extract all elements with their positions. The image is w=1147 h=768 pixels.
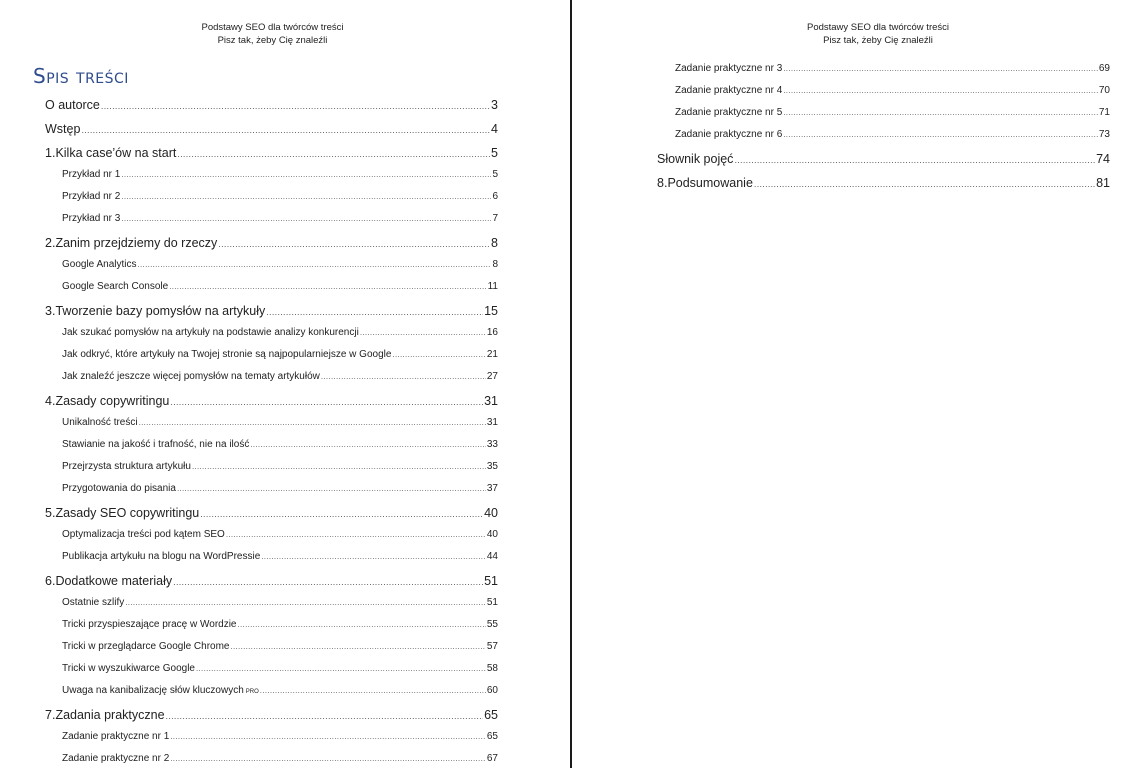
toc-entry-number: 5. xyxy=(45,506,56,520)
toc-page-number: 35 xyxy=(486,461,498,472)
toc-chapter-entry[interactable] xyxy=(45,705,498,729)
toc-section-entry[interactable] xyxy=(657,127,1110,149)
toc-page-number: 55 xyxy=(486,619,498,630)
toc-entry-label: Kilka case’ów na start xyxy=(55,146,177,160)
toc-section-entry[interactable] xyxy=(45,639,498,661)
toc-dot-leader xyxy=(139,415,486,431)
toc-page-number: 5 xyxy=(492,169,498,180)
toc-page-number: 65 xyxy=(484,708,498,722)
toc-page-number: 51 xyxy=(486,597,498,608)
toc-dot-leader xyxy=(177,481,486,497)
toc-page-number: 71 xyxy=(1098,107,1110,118)
toc-entry-label: Jak znaleźć jeszcze więcej pomysłów na tematy artykułów xyxy=(62,371,320,382)
toc-page-number: 74 xyxy=(1096,152,1110,166)
toc-entry-label: Dodatkowe materiały xyxy=(55,574,173,588)
toc-chapter-entry[interactable] xyxy=(45,391,498,415)
toc-section-entry[interactable] xyxy=(657,83,1110,105)
toc-entry-label: Zasady SEO copywritingu xyxy=(55,506,200,520)
page-header-left xyxy=(0,21,545,47)
toc-page-number: 65 xyxy=(486,731,498,742)
page-right xyxy=(573,0,1147,768)
toc-entry-label: Jak szukać pomysłów na artykuły na podstawie analizy konkurencji xyxy=(62,327,359,338)
toc-entry-number: 1. xyxy=(45,146,56,160)
toc-section-entry[interactable] xyxy=(45,549,498,571)
toc-dot-leader xyxy=(121,211,491,227)
toc-section-entry[interactable] xyxy=(45,729,498,751)
toc-entry-number: 6. xyxy=(45,574,56,588)
toc-entry-label: Zadania praktyczne xyxy=(55,708,165,722)
toc-page-number: 3 xyxy=(491,98,498,112)
toc-dot-leader xyxy=(250,437,486,453)
toc-dot-leader xyxy=(754,174,1095,194)
toc-entry-label: Przykład nr 3 xyxy=(62,213,121,224)
toc-page-number: 51 xyxy=(484,574,498,588)
toc-page-number: 57 xyxy=(486,641,498,652)
toc-chapter-entry[interactable] xyxy=(45,503,498,527)
toc-section-entry[interactable] xyxy=(45,459,498,481)
toc-chapter-entry[interactable] xyxy=(45,233,498,257)
toc-section-entry[interactable] xyxy=(45,595,498,617)
toc-page-number: 67 xyxy=(486,753,498,764)
toc-section-entry[interactable] xyxy=(45,415,498,437)
toc-section-entry[interactable] xyxy=(45,661,498,683)
page-header-right xyxy=(573,21,1147,47)
toc-page-number: 81 xyxy=(1096,176,1110,190)
toc-entry-label: Google Analytics xyxy=(62,259,137,270)
toc-dot-leader xyxy=(81,120,490,140)
toc-page-number: 31 xyxy=(484,394,498,408)
toc-section-entry[interactable] xyxy=(45,481,498,503)
toc-dot-leader xyxy=(196,661,486,677)
toc-section-entry[interactable] xyxy=(45,167,498,189)
toc-entry-label: O autorce xyxy=(45,98,100,112)
toc-entry-label: Zadanie praktyczne nr 6 xyxy=(675,129,783,140)
toc-section-entry[interactable] xyxy=(45,751,498,768)
toc-chapter-entry[interactable] xyxy=(45,143,498,167)
toc-entry-label: Zasady copywritingu xyxy=(55,394,170,408)
toc-chapter-entry[interactable] xyxy=(45,571,498,595)
toc-entry-label: Ostatnie szlify xyxy=(62,597,125,608)
toc-dot-leader xyxy=(260,683,486,699)
toc-section-entry[interactable] xyxy=(45,279,498,301)
toc-entry-label: Stawianie na jakość i trafność, nie na ilość xyxy=(62,439,250,450)
toc-entry-label: Przykład nr 2 xyxy=(62,191,121,202)
toc-section-entry[interactable] xyxy=(45,437,498,459)
toc-page-number: 31 xyxy=(486,417,498,428)
toc-chapter-entry[interactable] xyxy=(45,119,498,143)
toc-entry-label: Zadanie praktyczne nr 1 xyxy=(62,731,170,742)
toc-entry-label: Przygotowania do pisania xyxy=(62,483,176,494)
toc-section-entry[interactable] xyxy=(45,325,498,347)
toc-page-number: 6 xyxy=(492,191,498,202)
toc-entry-superscript: PRO xyxy=(245,689,259,695)
toc-entry-number: 8. xyxy=(657,176,668,190)
toc-page-number: 60 xyxy=(486,685,498,696)
toc-page-number: 58 xyxy=(486,663,498,674)
toc-dot-leader xyxy=(177,144,490,164)
toc-page-number: 16 xyxy=(486,327,498,338)
toc-page-number: 33 xyxy=(486,439,498,450)
toc-dot-leader xyxy=(170,751,486,767)
toc-dot-leader xyxy=(170,729,486,745)
toc-entry-label: Wstęp xyxy=(45,122,81,136)
toc-page-number: 7 xyxy=(492,213,498,224)
toc-section-entry[interactable] xyxy=(657,61,1110,83)
toc-page-number: 4 xyxy=(491,122,498,136)
toc-entry-label: Publikacja artykułu na blogu na WordPressie xyxy=(62,551,261,562)
toc-dot-leader xyxy=(121,167,491,183)
toc-section-entry[interactable] xyxy=(45,683,498,705)
toc-page-number: 11 xyxy=(487,281,498,292)
toc-dot-leader xyxy=(166,706,484,726)
toc-list-left xyxy=(45,95,498,768)
toc-section-entry[interactable] xyxy=(45,347,498,369)
toc-dot-leader xyxy=(230,639,485,655)
toc-page-number: 44 xyxy=(486,551,498,562)
toc-page-number: 8 xyxy=(491,236,498,250)
toc-entry-label: Słownik pojęć xyxy=(657,152,734,166)
header-title: Podstawy SEO dla twórców treści xyxy=(201,22,344,33)
toc-dot-leader xyxy=(238,617,486,633)
toc-chapter-entry[interactable] xyxy=(657,173,1110,197)
toc-entry-number: 2. xyxy=(45,236,56,250)
toc-page-number: 21 xyxy=(486,349,498,360)
toc-section-entry[interactable] xyxy=(45,527,498,549)
toc-entry-label: Tworzenie bazy pomysłów na artykuły xyxy=(55,304,266,318)
header-title: Podstawy SEO dla twórców treści xyxy=(806,22,950,33)
toc-entry-label: Zadanie praktyczne nr 3 xyxy=(675,63,783,74)
toc-entry-label: Uwaga na kanibalizację słów kluczowych xyxy=(62,685,244,696)
toc-entry-label: Podsumowanie xyxy=(667,176,753,190)
header-subtitle: Pisz tak, żeby Cię znaleźli xyxy=(217,35,328,46)
toc-section-entry[interactable] xyxy=(45,189,498,211)
toc-dot-leader xyxy=(360,325,486,341)
toc-page-number: 69 xyxy=(1098,63,1110,74)
toc-page-number: 40 xyxy=(484,506,498,520)
toc-dot-leader xyxy=(192,459,486,475)
toc-page-number: 37 xyxy=(486,483,498,494)
toc-entry-number: 3. xyxy=(45,304,56,318)
page-left xyxy=(0,0,570,768)
toc-chapter-entry[interactable] xyxy=(45,95,498,119)
toc-page-number: 40 xyxy=(486,529,498,540)
toc-entry-number: 7. xyxy=(45,708,56,722)
toc-entry-label: Przykład nr 1 xyxy=(62,169,121,180)
toc-dot-leader xyxy=(783,127,1098,143)
toc-entry-label: Google Search Console xyxy=(62,281,169,292)
toc-section-entry[interactable] xyxy=(45,257,498,279)
toc-page-number: 73 xyxy=(1098,129,1110,140)
toc-entry-label: Unikalność treści xyxy=(62,417,138,428)
toc-section-entry[interactable] xyxy=(45,369,498,391)
toc-section-entry[interactable] xyxy=(657,105,1110,127)
toc-dot-leader xyxy=(783,61,1098,77)
toc-entry-label: Tricki w wyszukiwarce Google xyxy=(62,663,195,674)
toc-dot-leader xyxy=(138,257,492,273)
toc-dot-leader xyxy=(261,549,486,565)
toc-entry-label: Optymalizacja treści pod kątem SEO xyxy=(62,529,225,540)
toc-entry-label: Zanim przejdziemy do rzeczy xyxy=(55,236,218,250)
toc-entry-label: Jak odkryć, które artykuły na Twojej stronie są najpopularniejsze w Google xyxy=(62,349,392,360)
toc-section-entry[interactable] xyxy=(45,211,498,233)
toc-dot-leader xyxy=(321,369,486,385)
toc-entry-label: Zadanie praktyczne nr 5 xyxy=(675,107,783,118)
toc-page-number: 15 xyxy=(484,304,498,318)
toc-dot-leader xyxy=(218,234,490,254)
toc-entry-label: Zadanie praktyczne nr 4 xyxy=(675,85,783,96)
page-divider xyxy=(570,0,572,768)
toc-page-number: 8 xyxy=(492,259,498,270)
toc-dot-leader xyxy=(125,595,486,611)
toc-page-number: 5 xyxy=(491,146,498,160)
toc-dot-leader xyxy=(226,527,486,543)
toc-entry-label: Tricki w przeglądarce Google Chrome xyxy=(62,641,230,652)
toc-chapter-entry[interactable] xyxy=(45,301,498,325)
toc-dot-leader xyxy=(200,504,483,524)
toc-page-number: 27 xyxy=(486,371,498,382)
toc-dot-leader xyxy=(783,105,1098,121)
toc-entry-label: Zadanie praktyczne nr 2 xyxy=(62,753,170,764)
toc-dot-leader xyxy=(266,302,483,322)
toc-chapter-entry[interactable] xyxy=(657,149,1110,173)
toc-dot-leader xyxy=(101,96,490,116)
toc-list-right xyxy=(657,61,1110,197)
toc-section-entry[interactable] xyxy=(45,617,498,639)
toc-dot-leader xyxy=(173,572,483,592)
toc-entry-label: Przejrzysta struktura artykułu xyxy=(62,461,191,472)
toc-dot-leader xyxy=(734,150,1095,170)
toc-dot-leader xyxy=(121,189,491,205)
header-subtitle: Pisz tak, żeby Cię znaleźli xyxy=(823,35,933,46)
toc-heading: Spis treści xyxy=(33,64,129,88)
toc-entry-number: 4. xyxy=(45,394,56,408)
toc-dot-leader xyxy=(392,347,485,363)
toc-entry-label: Tricki przyspieszające pracę w Wordzie xyxy=(62,619,237,630)
toc-page-number: 70 xyxy=(1098,85,1110,96)
toc-dot-leader xyxy=(169,279,486,295)
toc-dot-leader xyxy=(170,392,483,412)
toc-dot-leader xyxy=(783,83,1098,99)
